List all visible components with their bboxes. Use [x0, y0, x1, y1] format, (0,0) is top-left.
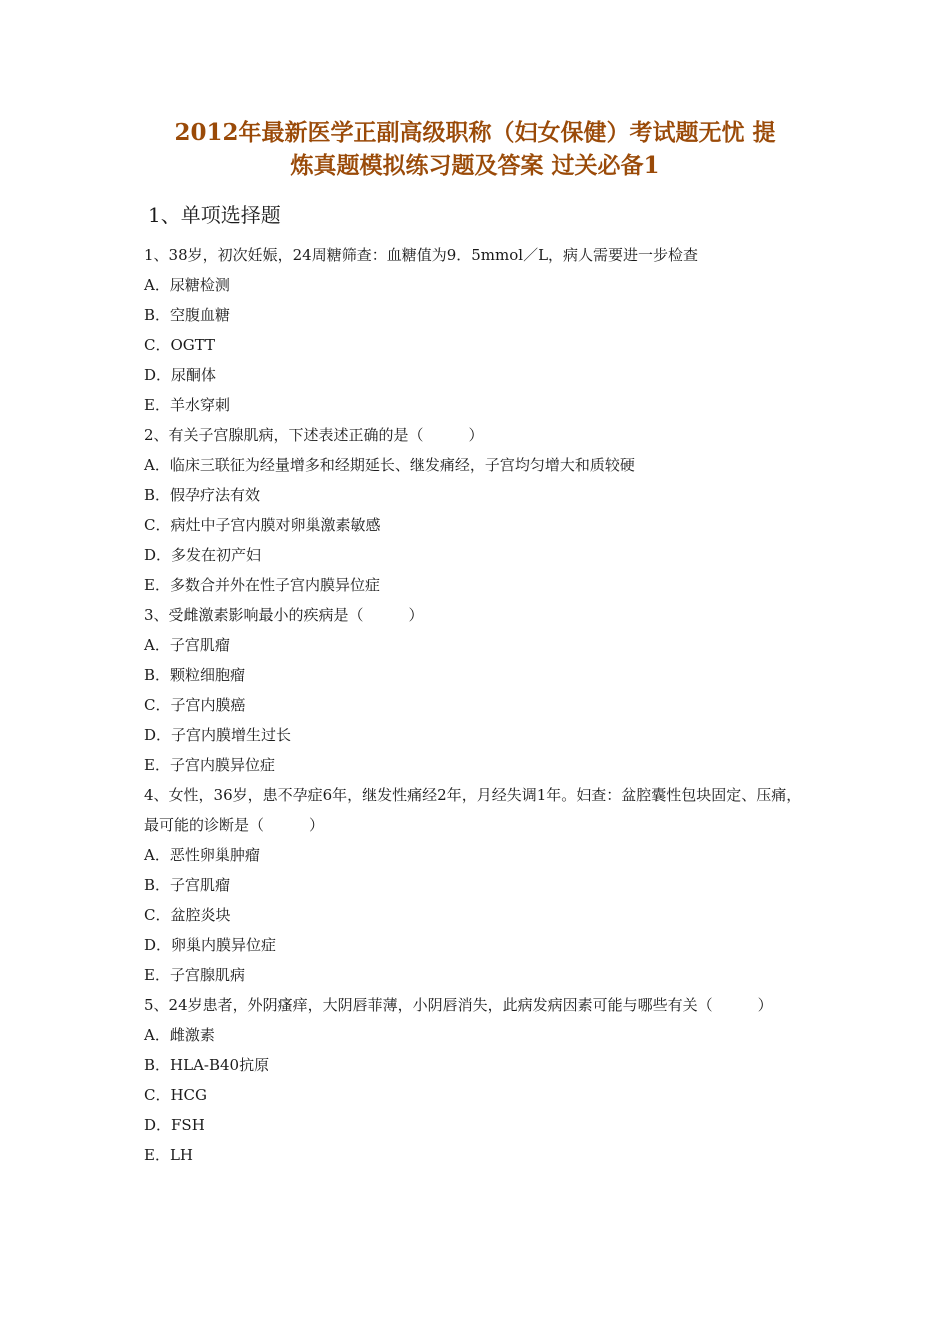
question-list: [144, 240, 809, 1170]
option-e: E．多数合并外在性子宫内膜异位症: [144, 576, 380, 594]
question-stem: 2、有关子宫腺肌病，下述表述正确的是（ ）: [144, 426, 484, 444]
option-a: A．尿糖检测: [144, 276, 230, 294]
option-d: D．尿酮体: [144, 366, 217, 384]
option-a: A．雌激素: [144, 1026, 215, 1044]
option-b: B．HLA-B40抗原: [144, 1056, 270, 1074]
option-c: C．病灶中子宫内膜对卵巢激素敏感: [144, 516, 381, 534]
option-e: E．羊水穿刺: [144, 396, 230, 414]
option-d: D．子宫内膜增生过长: [144, 726, 292, 744]
option-e: E．LH: [144, 1146, 193, 1164]
question-stem: 3、受雌激素影响最小的疾病是（ ）: [144, 606, 424, 624]
option-c: C．盆腔炎块: [144, 906, 231, 924]
option-e: E．子宫内膜异位症: [144, 756, 275, 774]
option-b: B．子宫肌瘤: [144, 876, 231, 894]
option-a: A．临床三联征为经量增多和经期延长、继发痛经，子宫均匀增大和质较硬: [144, 456, 635, 474]
option-b: B．空腹血糖: [144, 306, 231, 324]
question-stem: 1、38岁，初次妊娠，24周糖筛查：血糖值为9．5mmol／L，病人需要进一步检查: [144, 246, 699, 264]
option-b: B．颗粒细胞瘤: [144, 666, 246, 684]
option-a: A．恶性卵巢肿瘤: [144, 846, 260, 864]
option-a: A．子宫肌瘤: [144, 636, 230, 654]
option-d: D．多发在初产妇: [144, 546, 262, 564]
option-d: D．卵巢内膜异位症: [144, 936, 277, 954]
option-b: B．假孕疗法有效: [144, 486, 261, 504]
option-e: E．子宫腺肌病: [144, 966, 245, 984]
document-title: [120, 116, 830, 182]
section-heading: 1、单项选择题: [148, 203, 281, 227]
option-c: C．OGTT: [144, 336, 216, 354]
question-stem: 5、24岁患者，外阴瘙痒，大阴唇菲薄，小阴唇消失，此病发病因素可能与哪些有关（ ）: [144, 996, 773, 1014]
option-c: C．子宫内膜癌: [144, 696, 246, 714]
title-line-2: 炼真题模拟练习题及答案 过关必备1: [290, 152, 660, 179]
title-line-1: 2012年最新医学正副高级职称（妇女保健）考试题无忧 提: [174, 119, 776, 146]
option-d: D．FSH: [144, 1116, 205, 1134]
option-c: C．HCG: [144, 1086, 208, 1104]
question-stem: 4、女性，36岁，患不孕症6年，继发性痛经2年，月经失调1年。妇查：盆腔囊性包块固定、压痛，最可能的诊断是（ ）: [144, 786, 802, 834]
